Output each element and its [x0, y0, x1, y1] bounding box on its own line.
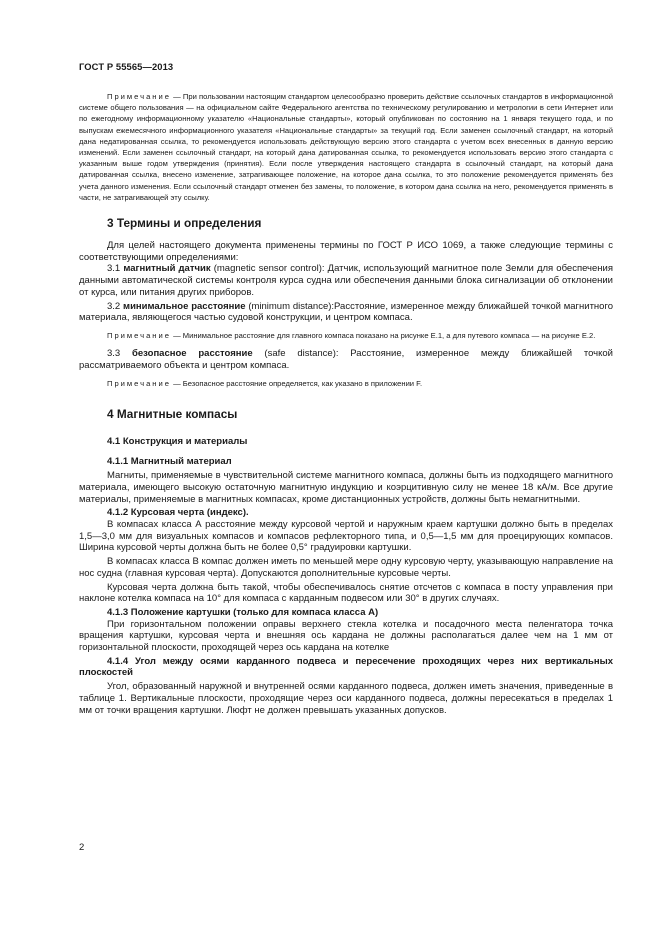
page-content: [79, 91, 613, 716]
page-number: 2: [79, 842, 85, 853]
subsection-4-1-heading: 4.1 Конструкция и материалы: [107, 435, 248, 447]
subsection-4-1-4-heading: 4.1.4 Угол между осями карданного подвеса и пересечение проходящих через них вертикальных плоскостей: [79, 655, 613, 679]
term-definition: (magnetic sensor control): Датчик, использующий магнитное поле Земли для обеспечения данными автоматической системы контроля курса судна или обеспечения данными блока сигнализации об отклонении от курса, или питания других приборов.: [79, 263, 613, 298]
subsection-4-1-3-heading: 4.1.3 Положение картушки (только для компаса класса А): [107, 606, 379, 618]
note-minimum-distance: [79, 330, 613, 341]
term-3-2: [79, 301, 613, 324]
note-label: Примечание: [107, 378, 171, 388]
paragraph-4-1-2-a: В компасах класса А расстояние между курсовой чертой и наружным краем картушки должно быть в пределах 1,5—3,0 мм для визуальных компасов и компасов рефлекторного типа, и 0,5—1,5 мм для проецирующих компасов. Ширина курсовой черты должна быть не более 0,5° градуировки картушки.: [79, 518, 613, 554]
section-3-intro: Для целей настоящего документа применены термины по ГОСТ Р ИСО 1069, а также следующие термины с соответствующими определениями:: [79, 240, 613, 263]
note-text: — При пользовании настоящим стандартом целесообразно проверить действие ссылочных стандартов в информационной системе общего пользования — на официальном сайте Федерального агентства по техническому регулированию и метрологии в сети Интернет или по ежегодному информационному указателю «Национальные стандарты», который опубликован по состоянию на 1 января текущего года, и по выпускам ежемесячного информационного указателя «Национальные стандарты» за текущий год. Если заменен ссылочный стандарт, на который дана недатированная ссылка, то рекомендуется использовать действующую версию этого стандарта с учетом всех внесенных в данную версию изменений. Если заменен ссылочный стандарт, на который дана датированная ссылка, то рекомендуется использовать версию этого стандарта с указанным выше годом утверждения (принятия). Если после утверждения настоящего стандарта в ссылочный стандарт, на который дана датированная ссылка, внесено изменение, затрагивающее положение, на которое дана ссылка, то это положение рекомендуется применять без учета данного изменения. Если ссылочный стандарт отменен без замены, то положение, в котором дана ссылка на него, рекомендуется применять в части, не затрагивающей эту ссылку.: [79, 92, 613, 202]
term-3-3: [79, 348, 613, 371]
paragraph-4-1-1: Магниты, применяемые в чувствительной системе магнитного компаса, должны быть из подходящего магнитного материала, имеющего высокую остаточную магнитную индукцию и коэрцитивную силу не менее 18 кА/м. Все другие материалы, применяемые в магнитных компасах, кроме дистанционных устройств, должны быть немагнитными.: [79, 470, 613, 505]
subsection-4-1-1-heading: 4.1.1 Магнитный материал: [107, 456, 232, 468]
term-name: магнитный датчик: [123, 263, 211, 275]
note-text: — Безопасное расстояние определяется, как указано в приложении F.: [170, 378, 423, 388]
note-safe-distance: [79, 378, 613, 389]
term-name: безопасное расстояние: [132, 348, 253, 360]
note-label: Примечание: [107, 330, 171, 340]
paragraph-4-1-3: При горизонтальном положении оправы верхнего стекла котелка и посадочного места пеленгатора точка вращения картушки, курсовая черта и внешняя ось кардана не должны располагаться далее чем на 1 мм от горизонтальной плоскости, проходящей через ось кардана на котелке: [79, 618, 613, 654]
standard-code-header: ГОСТ Р 55565—2013: [79, 61, 174, 72]
term-3-1: [79, 263, 613, 298]
paragraph-4-1-2-b: В компасах класса В компас должен иметь по меньшей мере одну курсовую черту, указывающую направление на нос судна (главная курсовая черта). Допускаются дополнительные курсовые черты.: [79, 556, 613, 579]
term-definition: (safe distance): Расстояние, измеренное между ближайшей точкой рассматриваемого объекта и центром компаса.: [79, 348, 613, 371]
subsection-4-1-2-heading: 4.1.2 Курсовая черта (индекс).: [107, 507, 249, 519]
note-text: — Минимальное расстояние для главного компаса показано на рисунке Е.1, а для путевого компаса — на рисунке Е.2.: [170, 330, 596, 340]
term-definition: (minimum distance):Расстояние, измеренное между ближайшей точкой магнитного материала, являющегося частью судовой конструкции, и центром компаса.: [79, 300, 613, 324]
note-label: Примечание: [107, 92, 171, 101]
section-4-heading: 4 Магнитные компасы: [107, 406, 238, 421]
term-number: 3.2: [107, 300, 124, 312]
note-referenced-standards: [79, 91, 613, 203]
paragraph-4-1-4: Угол, образованный наружной и внутренней осями карданного подвеса, должен иметь значения, приведенные в таблице 1. Вертикальные плоскости, проходящие через оси карданного подвеса, должны пересекаться в пределах 1 мм от точки вращения картушки. Люфт не должен превышать указанных допусков.: [79, 681, 613, 716]
term-number: 3.1: [107, 263, 124, 275]
section-3-heading: 3 Термины и определения: [107, 216, 262, 231]
paragraph-4-1-2-c: Курсовая черта должна быть такой, чтобы обеспечивалось снятие отсчетов с компаса в посту управления при наклоне котелка компаса на 10° для компаса с карданным подвесом или 30° в других случаях.: [79, 581, 613, 605]
term-name: минимальное расстояние: [123, 300, 246, 312]
term-number: 3.3: [107, 348, 132, 360]
